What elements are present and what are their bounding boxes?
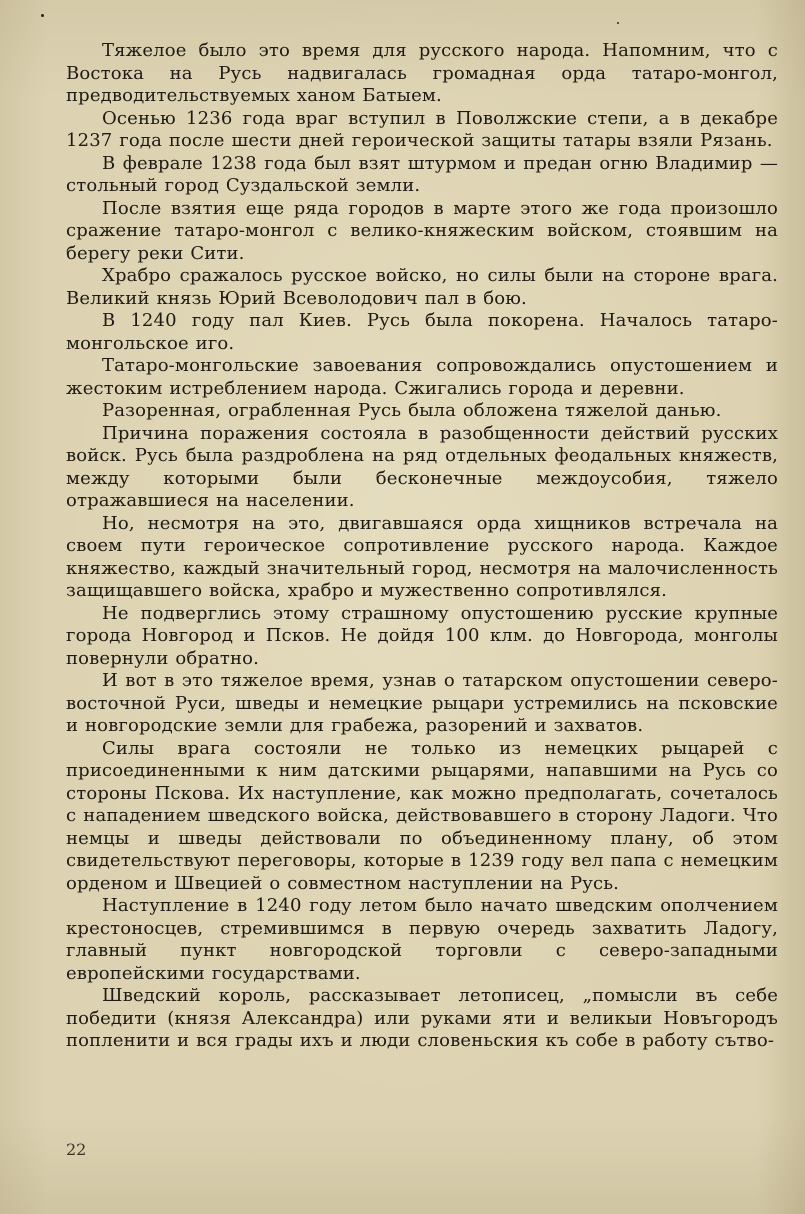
paragraph: Разоренная, ограбленная Русь была обложена тяжелой данью. bbox=[102, 400, 722, 421]
page-number: 22 bbox=[66, 1140, 87, 1159]
paragraph: Тяжелое было это время для русского народа. Напомним, что с Востока на Русь надвигалась громадная орда татаро-монгол, предводительствуемых ханом Батыем. bbox=[66, 40, 778, 106]
print-speck bbox=[617, 22, 619, 24]
paragraph: Осенью 1236 года враг вступил в Поволжские степи, а в декабре 1237 года после шести дней героической защиты татары взяли Рязань. bbox=[66, 107, 778, 151]
paragraph: В 1240 году пал Киев. Русь была покорена. Началось татаро-монгольское иго. bbox=[66, 310, 778, 354]
paragraph: Храбро сражалось русское войско, но силы были на стороне врага. Великий князь Юрий Всеволодович пал в бою. bbox=[66, 265, 778, 309]
paragraph: Шведский король, рассказывает летописец, „помысли въ себе победити (князя Александра) или руками яти и великыи Новъгородъ попленити и вся грады ихъ и люди словеньския къ собе в работу сътво- bbox=[66, 985, 778, 1051]
paragraph: Но, несмотря на это, двигавшаяся орда хищников встречала на своем пути героическое сопротивление русского народа. Каждое княжество, каждый значительный город, несмотря на малочисленность защищавшего войска, храбро и мужественно сопротивлялся. bbox=[66, 512, 778, 601]
paragraph: Не подверглись этому страшному опустошению русские крупные города Новгород и Псков. Не дойдя 100 клм. до Новгорода, монголы повернули обратно. bbox=[66, 602, 778, 669]
paragraph: Причина поражения состояла в разобщенности действий русских войск. Русь была раздроблена на ряд отдельных феодальных княжеств, между которыми были бесконечные междоусобия, тяжело отражавшиеся на населении. bbox=[66, 422, 778, 511]
paragraph: В феврале 1238 года был взят штурмом и предан огню Владимир — стольный город Суздальской земли. bbox=[66, 152, 778, 196]
paragraph: И вот в это тяжелое время, узнав о татарском опустошении северо-восточной Руси, шведы и немецкие рыцари устремились на псковские и новгородские земли для грабежа, разорений и захватов. bbox=[66, 670, 778, 736]
print-speck bbox=[41, 14, 44, 17]
paragraph: Наступление в 1240 году летом было начато шведским ополчением крестоносцев, стремившимся в первую очередь захватить Ладогу, главный пункт новгородской торговли с северо-западными европейскими государствами. bbox=[66, 895, 778, 984]
paragraph: Татаро-монгольские завоевания сопровождались опустошением и жестоким истреблением народа. Сжигались города и деревни. bbox=[66, 355, 778, 399]
body-text bbox=[66, 40, 778, 1053]
paragraph: После взятия еще ряда городов в марте этого же года произошло сражение татаро-монгол с велико-княжеским войском, стоявшим на берегу реки Сити. bbox=[66, 197, 778, 264]
paragraph: Силы врага состояли не только из немецких рыцарей с присоединенными к ним датскими рыцарями, напавшими на Русь со стороны Пскова. Их наступление, как можно предполагать, сочеталось с нападением шведского войска, действовавшего в сторону Ладоги. Что немцы и шведы действовали по объединенному плану, об этом свидетельствуют переговоры, которые в 1239 году вел папа с немецким орденом и Швецией о совместном наступлении на Русь. bbox=[66, 737, 778, 894]
